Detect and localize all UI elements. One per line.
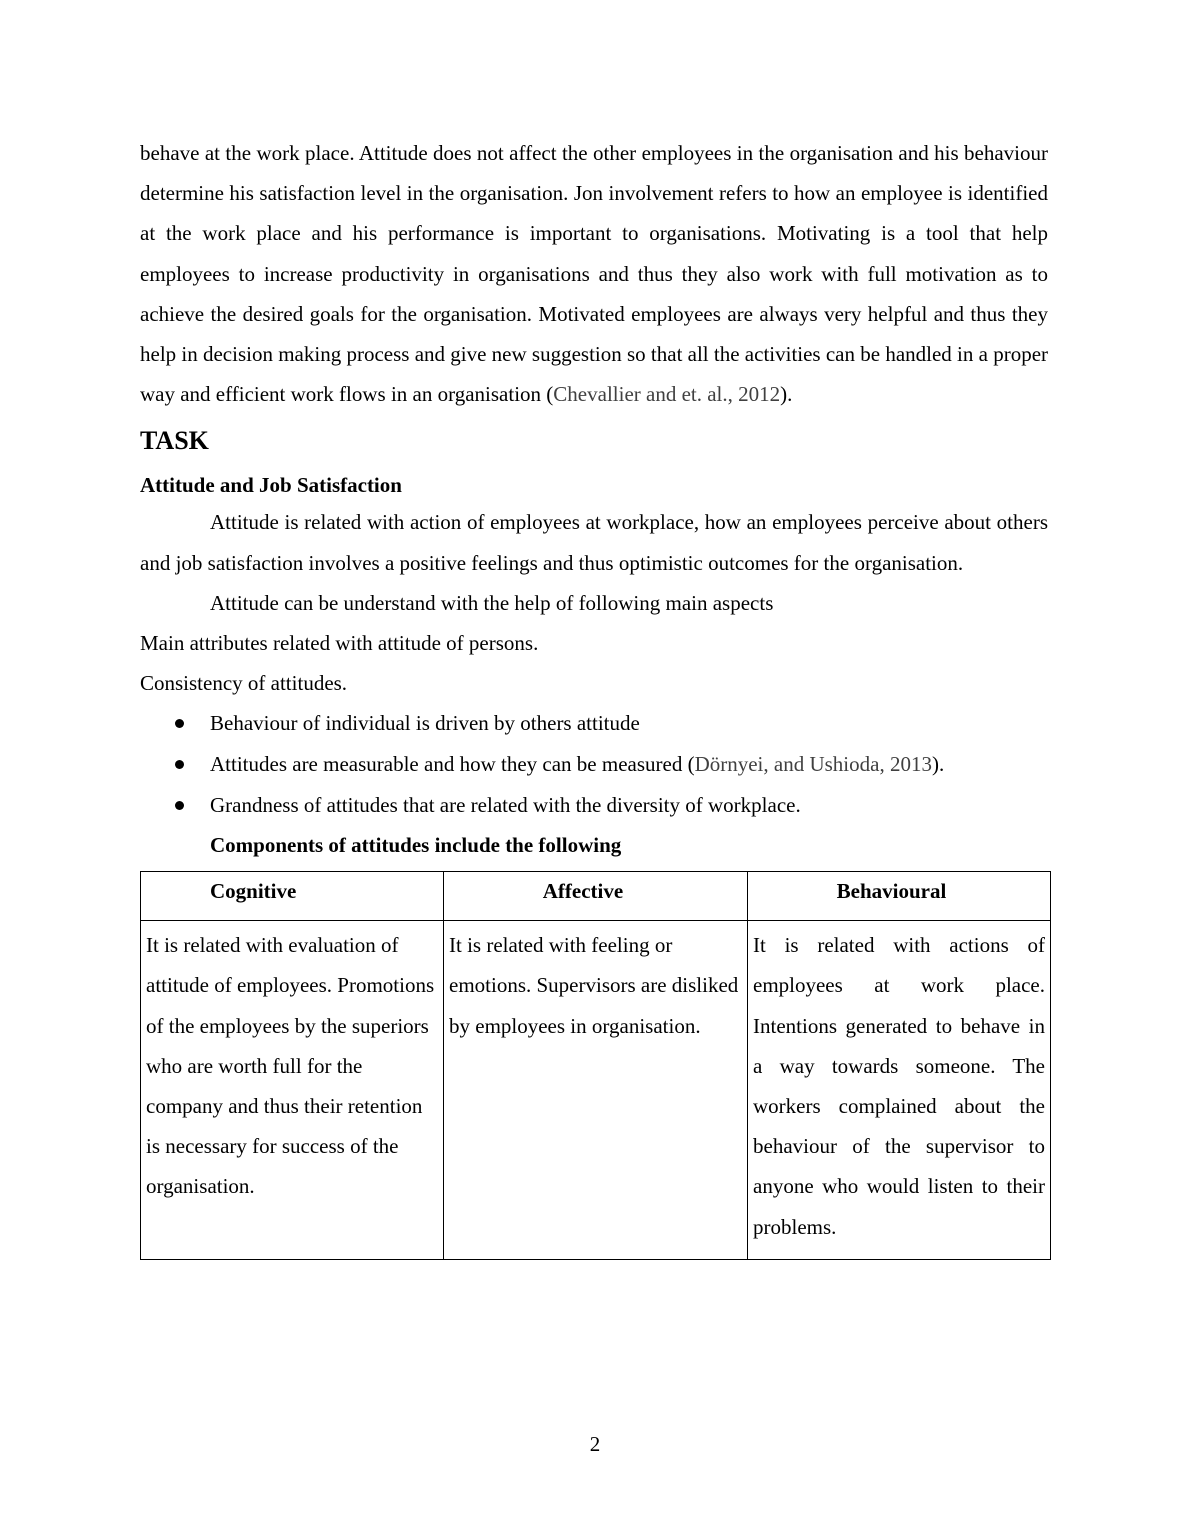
line-consistency: Consistency of attitudes.	[140, 671, 348, 696]
bullet-text: Grandness of attitudes that are related with the diversity of workplace.	[210, 792, 801, 817]
cell-affective: It is related with feeling or emotions. Supervisors are disliked by employees in organisation.	[444, 921, 748, 1260]
bullet-text: Behaviour of individual is driven by others attitude	[210, 711, 640, 736]
list-item	[140, 703, 1048, 744]
intro-text: behave at the work place. Attitude does not affect the other employees in the organisation and his behaviour determine his satisfaction level in the organisation. Jon involvement refers to how an employee is identified at the work place and his performance is important to organisations. Motivating is a tool that help employees to increase productivity in organisations and thus they also work with full motivation as to achieve the desired goals for the organisation. Motivated employees are always very helpful and thus they help in decision making process and give new suggestion so that all the activities can be handled in a proper way and efficient work flows in an organisation (	[140, 141, 1049, 407]
paragraph-attitude-definition: Attitude is related with action of employees at workplace, how an employees perceive about others and job satisfaction involves a positive feelings and thus optimistic outcomes for the organisation.	[140, 510, 1048, 575]
document-body	[140, 133, 1048, 1260]
header-behavioural: Behavioural	[748, 872, 1051, 921]
line-main-attributes: Main attributes related with attitude of persons.	[140, 631, 539, 656]
bullet-icon	[175, 719, 184, 728]
intro-paragraph	[140, 133, 1048, 414]
task-heading: TASK	[140, 426, 209, 456]
components-table	[140, 871, 1051, 1260]
table-header-row	[141, 872, 1051, 921]
intro-citation: Chevallier and et. al., 2012	[553, 382, 781, 407]
intro-closing: ).	[780, 382, 793, 407]
bullet-closing: ).	[931, 752, 945, 777]
bullet-icon	[175, 801, 184, 810]
table-caption: Components of attitudes include the following	[210, 833, 622, 858]
paragraph-aspects: Attitude can be understand with the help of following main aspects	[210, 590, 774, 615]
page-number: 2	[589, 1432, 601, 1456]
bullet-list	[140, 703, 1048, 825]
header-affective: Affective	[444, 872, 748, 921]
bullet-icon	[175, 760, 184, 769]
list-item	[140, 785, 1048, 826]
cell-behavioural: It is related with actions of employees at work place. Intentions generated to behave in a way towards someone. The workers complained about the behaviour of the supervisor to anyone who would listen to their problems.	[748, 921, 1051, 1260]
bullet-text: Attitudes are measurable and how they can be measured (	[210, 752, 695, 777]
list-item	[140, 744, 1048, 785]
section-heading: Attitude and Job Satisfaction	[140, 473, 402, 498]
header-cognitive: Cognitive	[141, 872, 444, 921]
cell-cognitive: It is related with evaluation of attitude of employees. Promotions of the employees by the superiors who are worth full for the company and thus their retention is necessary for success of the organisation.	[141, 921, 444, 1260]
bullet-citation: Dörnyei, and Ushioda, 2013	[694, 752, 932, 777]
table-row	[141, 921, 1051, 1260]
